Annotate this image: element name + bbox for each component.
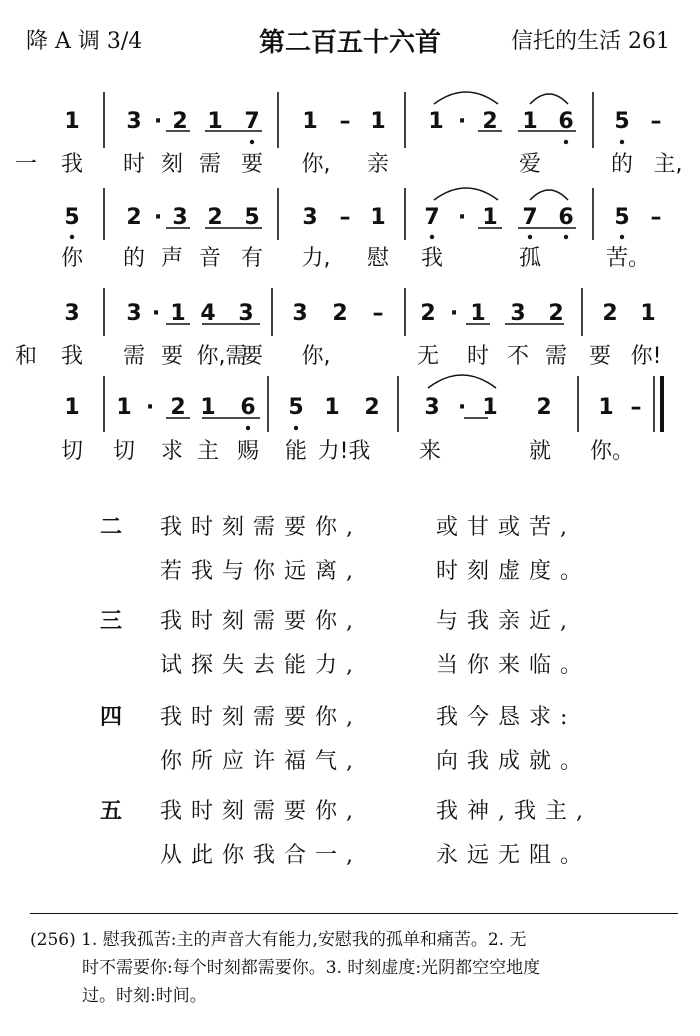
tie bbox=[530, 190, 568, 200]
note: 3 bbox=[292, 301, 308, 326]
lyric: 你。 bbox=[589, 439, 635, 464]
verse-line-first-half: 若我与你远离, bbox=[160, 559, 362, 584]
note: 6 bbox=[558, 205, 574, 230]
note: 1 bbox=[200, 395, 216, 420]
verse-number: 四 bbox=[100, 705, 123, 730]
lyric: 你, bbox=[301, 344, 331, 369]
lyric: 切 bbox=[60, 439, 84, 464]
tie bbox=[434, 92, 498, 104]
lyric: 苦。 bbox=[605, 246, 651, 271]
note: 1 bbox=[640, 301, 656, 326]
note: 7 bbox=[424, 205, 440, 230]
low-octave-dot bbox=[294, 426, 298, 430]
lyric: 爱 bbox=[518, 152, 542, 177]
note: 7 bbox=[522, 205, 538, 230]
lyric: 声 bbox=[160, 246, 184, 271]
verse-line-second-half: 永远无阻。 bbox=[436, 843, 592, 868]
low-octave-dot bbox=[246, 426, 250, 430]
note: · bbox=[457, 109, 467, 134]
pickup-note: 1 bbox=[64, 395, 80, 420]
score-svg bbox=[0, 0, 700, 490]
verse-line-first-half: 你所应许福气, bbox=[160, 749, 362, 774]
note: 1 bbox=[207, 109, 223, 134]
lyric: 主 bbox=[196, 439, 220, 464]
note: 2 bbox=[602, 301, 618, 326]
lyric: 需 bbox=[122, 344, 146, 369]
verse-line-first-half: 我时刻需要你, bbox=[160, 799, 362, 824]
note: · bbox=[153, 109, 163, 134]
lyric: 孤 bbox=[518, 246, 542, 271]
note: · bbox=[457, 395, 467, 420]
note: 1 bbox=[428, 109, 444, 134]
note: 2 bbox=[172, 109, 188, 134]
verse-number: 三 bbox=[100, 609, 123, 634]
verse-line-second-half: 向我成就。 bbox=[436, 749, 592, 774]
lyric: 慰 bbox=[366, 246, 390, 271]
lyric: 要 bbox=[240, 152, 264, 177]
note: 5 bbox=[614, 109, 630, 134]
low-octave-dot bbox=[620, 140, 624, 144]
lyric: 你, bbox=[301, 152, 331, 177]
low-octave-dot bbox=[620, 235, 624, 239]
verse-line-second-half: 与我亲近, bbox=[436, 609, 576, 634]
note: – bbox=[630, 395, 642, 420]
low-octave-dot bbox=[564, 140, 568, 144]
note: 3 bbox=[238, 301, 254, 326]
low-octave-dot bbox=[430, 235, 434, 239]
footnote-rule bbox=[30, 913, 678, 914]
lyric: 的 bbox=[610, 152, 634, 177]
note: 1 bbox=[170, 301, 186, 326]
low-octave-dot bbox=[528, 235, 532, 239]
note: 5 bbox=[614, 205, 630, 230]
note: 1 bbox=[302, 109, 318, 134]
note: 5 bbox=[288, 395, 304, 420]
note: – bbox=[339, 205, 351, 230]
lyric: 切 bbox=[112, 439, 136, 464]
octave-dots bbox=[70, 140, 624, 430]
verse-line-first-half: 我时刻需要你, bbox=[160, 609, 362, 634]
lyric: 我 bbox=[420, 246, 444, 271]
lyric: 你! bbox=[630, 344, 662, 369]
lyric: 刻 bbox=[160, 152, 184, 177]
tie bbox=[530, 94, 568, 104]
verse-line-second-half: 时刻虚度。 bbox=[436, 559, 592, 584]
low-octave-dot bbox=[70, 235, 74, 239]
note: 2 bbox=[332, 301, 348, 326]
note: 4 bbox=[200, 301, 216, 326]
note: – bbox=[650, 205, 662, 230]
pickup-note: 3 bbox=[64, 301, 80, 326]
lyric: 不 bbox=[506, 344, 530, 369]
lyric: 来 bbox=[418, 439, 442, 464]
note: 6 bbox=[240, 395, 256, 420]
note: 2 bbox=[536, 395, 552, 420]
note: 7 bbox=[244, 109, 260, 134]
note: 2 bbox=[126, 205, 142, 230]
lyric: 时 bbox=[122, 152, 146, 177]
note: 1 bbox=[482, 395, 498, 420]
note: 1 bbox=[116, 395, 132, 420]
verse-line-second-half: 我神,我主, bbox=[436, 799, 592, 824]
note: 1 bbox=[470, 301, 486, 326]
verse-line-first-half: 试探失去能力, bbox=[160, 653, 362, 678]
lyric: 无 bbox=[416, 344, 440, 369]
verse-line-first-half: 我时刻需要你, bbox=[160, 515, 362, 540]
pickup-note: 5 bbox=[64, 205, 80, 230]
lyric: 要 bbox=[240, 344, 264, 369]
lyric: 要 bbox=[160, 344, 184, 369]
verse-line-second-half: 或甘或苦, bbox=[436, 515, 576, 540]
note: 5 bbox=[244, 205, 260, 230]
note: 2 bbox=[482, 109, 498, 134]
note: – bbox=[372, 301, 384, 326]
lyric: 求 bbox=[160, 439, 184, 464]
note: – bbox=[339, 109, 351, 134]
category-label: 信托的生活 bbox=[510, 29, 621, 54]
lyric: 要 bbox=[588, 344, 612, 369]
note: 3 bbox=[126, 109, 142, 134]
note: · bbox=[153, 205, 163, 230]
lyric: 我 bbox=[60, 152, 84, 177]
note: 2 bbox=[548, 301, 564, 326]
lyric: 赐 bbox=[236, 439, 260, 464]
verse-line-first-half: 我时刻需要你, bbox=[160, 705, 362, 730]
lyric: 主, bbox=[653, 152, 683, 177]
lyric: 力!我 bbox=[317, 439, 371, 464]
note: · bbox=[151, 301, 161, 326]
note: 1 bbox=[370, 109, 386, 134]
note: 3 bbox=[172, 205, 188, 230]
lyric: 你,需 bbox=[196, 344, 248, 369]
footnote-line: 过。时刻:时间。 bbox=[82, 986, 207, 1006]
note: 1 bbox=[598, 395, 614, 420]
note: 1 bbox=[324, 395, 340, 420]
note: 1 bbox=[370, 205, 386, 230]
note: 6 bbox=[558, 109, 574, 134]
tie bbox=[428, 375, 496, 388]
lyric: 有 bbox=[240, 246, 264, 271]
low-octave-dot bbox=[250, 140, 254, 144]
footnote bbox=[30, 926, 680, 1010]
note: 3 bbox=[510, 301, 526, 326]
note: · bbox=[457, 205, 467, 230]
key-signature: 降 A 调 3/4 bbox=[26, 29, 143, 54]
lyric: 的 bbox=[122, 246, 146, 271]
lyric: 音 bbox=[198, 246, 222, 271]
lyric: 我 bbox=[60, 344, 84, 369]
lyric: 亲 bbox=[366, 152, 390, 177]
note: 2 bbox=[170, 395, 186, 420]
lyric: 需 bbox=[544, 344, 568, 369]
verse-line-second-half: 我今恳求: bbox=[436, 705, 577, 730]
pickup-note: 1 bbox=[64, 109, 80, 134]
note: 2 bbox=[364, 395, 380, 420]
note: – bbox=[650, 109, 662, 134]
low-octave-dot bbox=[564, 235, 568, 239]
verse-line-second-half: 当你来临。 bbox=[436, 653, 592, 678]
tie bbox=[434, 188, 498, 200]
note: 1 bbox=[522, 109, 538, 134]
note: 3 bbox=[302, 205, 318, 230]
score-text bbox=[15, 109, 683, 464]
note: 1 bbox=[482, 205, 498, 230]
note: 3 bbox=[424, 395, 440, 420]
lyric: 需 bbox=[198, 152, 222, 177]
lyric: 你 bbox=[60, 246, 84, 271]
lyric: 力, bbox=[301, 246, 331, 271]
verse-number: 二 bbox=[100, 515, 123, 540]
hymn-title: 第二百五十六首 bbox=[258, 28, 441, 58]
note: 2 bbox=[207, 205, 223, 230]
verse-number: 五 bbox=[100, 799, 123, 824]
footnote-line: 时不需要你:每个时刻都需要你。3. 时刻虚度:光阴都空空地度 bbox=[82, 958, 541, 978]
footnote-line: (256) 1. 慰我孤苦:主的声音大有能力,安慰我的孤单和痛苦。2. 无 bbox=[30, 930, 527, 950]
lyric: 能 bbox=[284, 439, 308, 464]
verse-line-first-half: 从此你我合一, bbox=[160, 843, 362, 868]
note: · bbox=[449, 301, 459, 326]
lyric: 就 bbox=[528, 439, 552, 464]
note: 3 bbox=[126, 301, 142, 326]
lyric: 一 bbox=[14, 152, 38, 177]
lyric: 和 bbox=[14, 344, 38, 369]
numbered-notation-score bbox=[0, 0, 700, 490]
page-number: 261 bbox=[628, 29, 670, 54]
note: · bbox=[145, 395, 155, 420]
note: 2 bbox=[420, 301, 436, 326]
lyric: 时 bbox=[466, 344, 490, 369]
